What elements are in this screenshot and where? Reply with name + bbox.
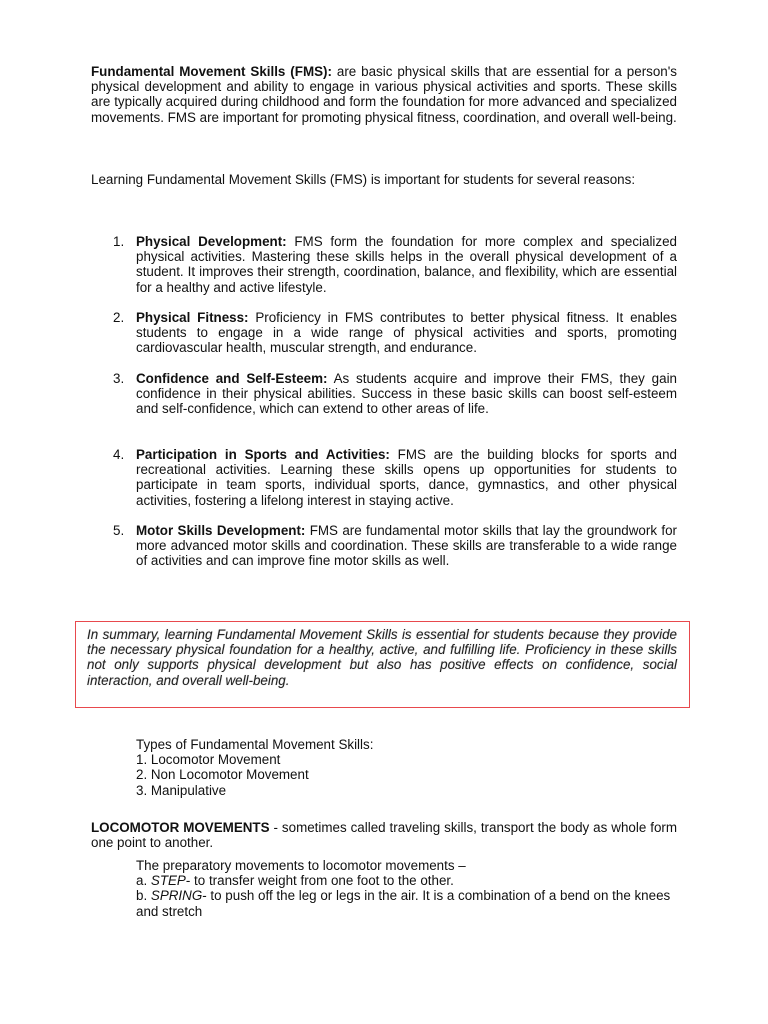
reason-item — [113, 310, 678, 356]
reason-item — [113, 523, 677, 569]
types-item: 3. Manipulative — [136, 782, 227, 798]
summary-box — [75, 621, 690, 708]
reason-number: 3. — [113, 371, 125, 386]
reason-number: 2. — [113, 310, 125, 325]
preparatory-item — [136, 873, 677, 888]
reason-title: Motor Skills Development: — [136, 523, 306, 538]
intro-text: are basic physical skills that are essential for a person's physical development and ability to engage in various physical activities and sports. These skills are typically acquired during childhood and form the foundation for more advanced and specialized movements. FMS are important for promoting physical fitness, coordination, and overall well-being. — [91, 64, 677, 125]
types-list — [136, 737, 536, 798]
reason-title: Physical Development: — [136, 234, 287, 249]
intro-paragraph — [91, 64, 677, 125]
reason-text: FMS are the building blocks for sports and recreational activities. Learning these skills opens up opportunities for students to participate in team sports, individual sports, dance, gymnastics, and other physical activities, fostering a lifelong interest in staying active. — [136, 447, 677, 508]
preparatory-prefix: b. — [136, 888, 151, 904]
types-heading: Types of Fundamental Movement Skills: — [136, 737, 374, 752]
reason-text: Proficiency in FMS contributes to better physical fitness. It enables students to engage in a wide range of physical activities and sports, promoting cardiovascular health, muscular strength, and endurance. — [136, 310, 678, 356]
reason-number: 4. — [113, 447, 125, 462]
types-item: 1. Locomotor Movement — [136, 752, 281, 768]
reason-number: 1. — [113, 234, 125, 249]
preparatory-term: SPRING — [150, 888, 203, 904]
preparatory-text: - to push off the leg or legs in the air. It is a combination of a bend on the knees and stretch — [136, 888, 671, 919]
preparatory-list — [136, 858, 677, 919]
locomotor-term: LOCOMOTOR MOVEMENTS — [91, 820, 270, 835]
reasons-intro: Learning Fundamental Movement Skills (FMS) is important for students for several reasons: — [91, 172, 636, 187]
locomotor-text: - sometimes called traveling skills, transport the body as whole form one point to another. — [91, 820, 678, 851]
summary-text: In summary, learning Fundamental Movement Skills is essential for students because they provide the necessary physical foundation for a healthy, active, and fulfilling life. Proficiency in these skills not only supports physical development but also has positive effects on confidence, social interaction, and overall well-being. — [87, 627, 677, 688]
reason-title: Participation in Sports and Activities: — [136, 447, 390, 462]
reason-text: FMS are fundamental motor skills that lay the groundwork for more advanced motor skills and coordination. These skills are transferable to a wide range of activities and can improve fine motor skills as well. — [136, 523, 677, 569]
reason-item — [113, 447, 677, 508]
reason-title: Physical Fitness: — [136, 310, 249, 325]
preparatory-item — [136, 888, 677, 918]
types-item: 2. Non Locomotor Movement — [136, 767, 309, 783]
reason-text: As students acquire and improve their FMS, they gain confidence in their physical abilities. Success in these basic skills can boost self-esteem and self-confidence, which can extend to other areas of life. — [136, 371, 677, 417]
reason-item — [113, 234, 677, 295]
reason-item — [113, 371, 677, 417]
reason-title: Confidence and Self-Esteem: — [136, 371, 328, 386]
preparatory-prefix: a. — [136, 873, 151, 889]
preparatory-heading: The preparatory movements to locomotor movements – — [136, 858, 466, 873]
intro-term: Fundamental Movement Skills (FMS): — [91, 64, 332, 79]
locomotor-paragraph — [91, 820, 677, 850]
reason-number: 5. — [113, 523, 125, 538]
reason-text: FMS form the foundation for more complex and specialized physical activities. Mastering these skills helps in the overall physical development of a student. It improves their strength, coordination, balance, and flexibility, which are essential for a healthy and active lifestyle. — [136, 234, 677, 295]
preparatory-term: STEP — [150, 873, 186, 889]
preparatory-text: - to transfer weight from one foot to the other. — [185, 873, 454, 889]
